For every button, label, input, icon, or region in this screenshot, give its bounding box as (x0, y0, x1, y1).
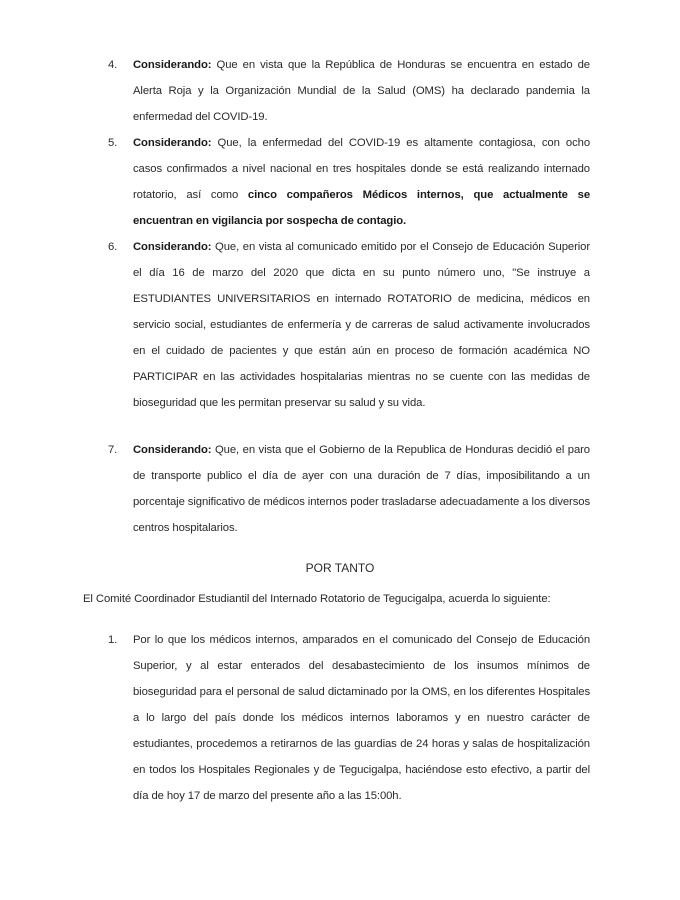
considerando-6 (108, 234, 590, 416)
item-body (133, 52, 590, 130)
item-body (133, 234, 590, 416)
item-text: Que, en vista al comunicado emitido por el Consejo de Educación Superior el día 16 de marzo del 2020 que dicta en su punto número uno, "Se instruye a ESTUDIANTES UNIVERSITARIOS en internado ROTATORIO de medicina, médicos en servicio social, estudiantes de enfermería y de carreras de salud activamente involucrados en el cuidado de pacientes y que están aún en proceso de formación académica NO PARTICIPAR en las actividades hospitalarias mientras no se cuente con las medidas de bioseguridad que les permitan preservar su salud y su vida. (133, 241, 590, 409)
item-number: 4. (108, 59, 118, 71)
item-number: 5. (108, 137, 118, 149)
considerando-5 (108, 130, 590, 234)
item-number: 1. (108, 634, 118, 646)
item-text: Que en vista que la República de Honduras se encuentra en estado de Alerta Roja y la Organización Mundial de la Salud (OMS) ha declarado pandemia la enfermedad del COVID-19. (133, 59, 590, 123)
item-label: Considerando: (133, 59, 212, 71)
item-label: Considerando: (133, 241, 212, 253)
item-body (133, 130, 590, 234)
considerando-4 (108, 52, 590, 130)
item-number: 6. (108, 241, 118, 253)
acuerdo-1 (108, 627, 590, 809)
section-heading: POR TANTO (305, 561, 375, 575)
item-number: 7. (108, 444, 118, 456)
item-body: Por lo que los médicos internos, amparados en el comunicado del Consejo de Educación Superior, y al estar enterados del desabastecimiento de los insumos mínimos de bioseguridad para el personal de salud dictaminado por la OMS, en los diferentes Hospitales a lo largo del país donde los médicos internos laboramos y en nuestro carácter de estudiantes, procedemos a retirarnos de las guardias de 24 horas y salas de hospitalización en todos los Hospitales Regionales y de Tegucigalpa, haciéndose esto efectivo, a partir del día de hoy 17 de marzo del presente año a las 15:00h. (133, 634, 590, 802)
intro-paragraph: El Comité Coordinador Estudiantil del Internado Rotatorio de Tegucigalpa, acuerda lo siguiente: (83, 593, 551, 605)
item-body (133, 437, 590, 541)
item-text: Que, en vista que el Gobierno de la Republica de Honduras decidió el paro de transporte publico el día de ayer con una duración de 7 días, imposibilitando a un porcentaje significativo de médicos internos poder trasladarse adecuadamente a los diversos centros hospitalarios. (133, 444, 590, 534)
item-label: Considerando: (133, 137, 212, 149)
considerando-7 (108, 437, 590, 541)
item-bold-text: cinco compañeros Médicos internos, que actualmente se encuentran en vigilancia por sospecha de contagio. (133, 189, 590, 227)
item-text: Que, la enfermedad del COVID-19 es altamente contagiosa, con ocho casos confirmados a nivel nacional en tres hospitales donde se está realizando internado rotatorio, así como (133, 137, 590, 201)
item-label: Considerando: (133, 444, 212, 456)
